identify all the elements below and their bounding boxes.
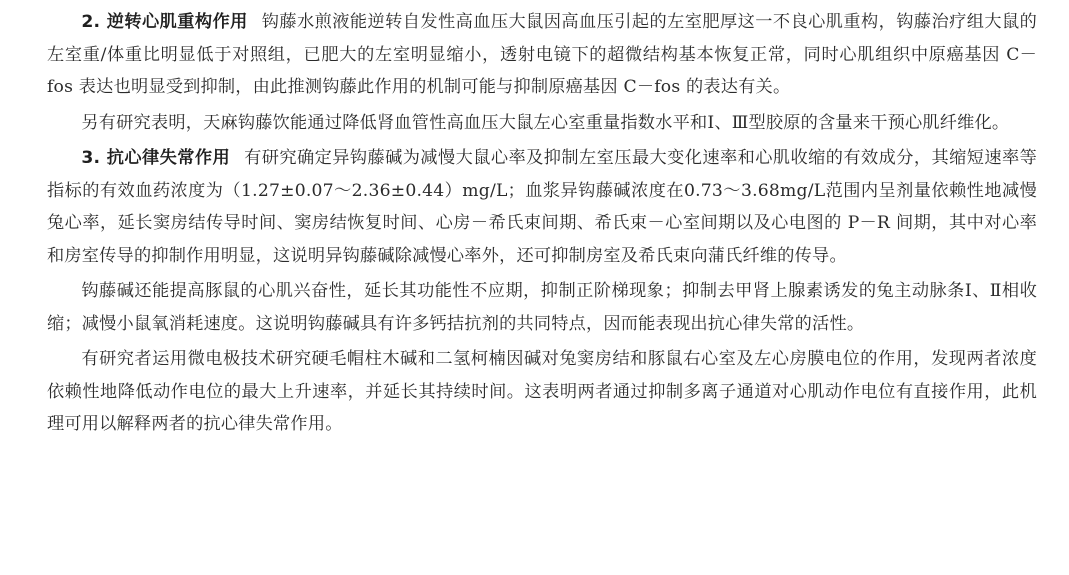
section-heading-reverse-remodeling: 2. 逆转心肌重构作用: [81, 12, 248, 32]
paragraph-text: 钩藤水煎液能逆转自发性高血压大鼠因高血压引起的左室肥厚这一不良心肌重构，钩藤治疗组大鼠的左室重/体重比明显低于对照组，已肥大的左室明显缩小，透射电镜下的超微结构基本恢复正常，同时心肌组织中原癌基因 C－fos 表达也明显受到抑制，由此推测钩藤此作用的机制可能与抑制原癌基因 C－fos 的表达有关。: [47, 12, 1037, 97]
paragraph-reverse-remodeling: [47, 6, 1037, 104]
paragraph-fibrosis: [47, 107, 1037, 140]
paragraph-text: 有研究确定异钩藤碱为减慢大鼠心率及抑制左室压最大变化速率和心肌收缩的有效成分，其缩短速率等指标的有效血药浓度为（1.27±0.07～2.36±0.44）mg/L；血浆异钩藤碱浓度在0.73～3.68mg/L范围内呈剂量依赖性地减慢兔心率，延长窦房结传导时间、窦房结恢复时间、心房－希氏束间期、希氏束－心室间期以及心电图的 P－R 间期，其中对心率和房室传导的抑制作用明显，这说明异钩藤碱除减慢心率外，还可抑制房室及希氏束向蒲氏纤维的传导。: [47, 148, 1037, 266]
paragraph-rhynchophylline: [47, 275, 1037, 340]
paragraph-text: 有研究者运用微电极技术研究硬毛帽柱木碱和二氢柯楠因碱对兔窦房结和豚鼠右心室及左心房膜电位的作用，发现两者浓度依赖性地降低动作电位的最大上升速率，并延长其持续时间。这表明两者通过抑制多离子通道对心肌动作电位有直接作用，此机理可用以解释两者的抗心律失常作用。: [47, 349, 1037, 434]
paragraph-text: 钩藤碱还能提高豚鼠的心肌兴奋性，延长其功能性不应期，抑制正阶梯现象；抑制去甲肾上腺素诱发的兔主动脉条Ⅰ、Ⅱ相收缩；减慢小鼠氧消耗速度。这说明钩藤碱具有许多钙拮抗剂的共同特点，因而能表现出抗心律失常的活性。: [47, 281, 1037, 334]
paragraph-microelectrode: [47, 343, 1037, 441]
section-heading-antiarrhythmic: 3. 抗心律失常作用: [81, 148, 231, 168]
paragraph-text: 另有研究表明，天麻钩藤饮能通过降低肾血管性高血压大鼠左心室重量指数水平和Ⅰ、Ⅲ型胶原的含量来干预心肌纤维化。: [81, 112, 1010, 133]
paragraph-antiarrhythmic: [47, 142, 1037, 272]
document-page: [47, 6, 1037, 444]
